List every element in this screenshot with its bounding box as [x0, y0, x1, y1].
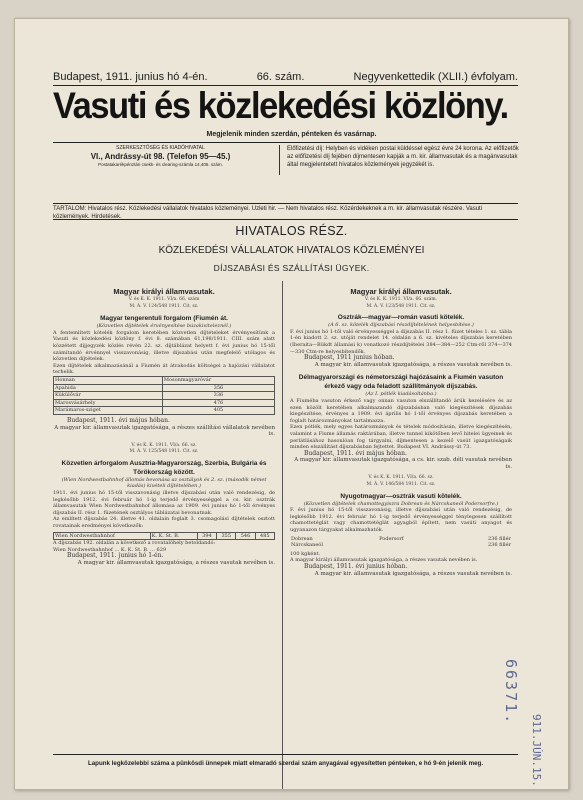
article-subheading: Magyar tengerentuli forgalom (Fiumén át.	[100, 315, 228, 323]
table-cell: Dobrean	[291, 535, 313, 542]
article-paragraph: 1911. évi junius hó 15-től visszavonásig illetve díjszabási után való rendezésig, de legkésőbb 1912. évi február hó 1-ig terjedő érvényességgel a cs. kir. osztrák államvasutak Wien Nordwestbahnhof állomása az 1909. évi junius hó 1-től érvényes díjszabás II. rész 1. füzetének osztályos táblázatai bevonatnak.	[53, 490, 275, 516]
reference-number: M. Á. V. 123/548 1911. Cit. sz.	[366, 303, 436, 309]
left-column	[53, 283, 275, 567]
article-paragraph: A fentemlített kötelék forgalom keretében közvetlen díjtételeket érvényesítünk a Vasuti és közlekedési közlöny f. évi 8. számában 61,198/1911. CIII. szám alatt közzétett díjjegyzék közlés révén 22. sz. díjtáblázat helyett f. évi junius hó 15-től számítandó érvénnyel visszavonásig, illetve díjszabási után megfelelő utólagos és közvetlen díjtételek.	[53, 329, 275, 363]
table-cell: 236 fillér	[487, 542, 511, 549]
article-date: Budapest, 1911. junius hó 1-én.	[67, 552, 164, 560]
masthead-bottom-rule	[53, 203, 518, 204]
office-address: VI., Andrássy-út 98. (Telefon 95—45.)	[90, 152, 231, 161]
reference-number: V. és K. K. 1911. VI/a. 66. sz.	[368, 475, 434, 481]
table-cell: 546	[236, 532, 255, 540]
article-note: (Wien Nordwestbahnhof állomás bevonása az osztályok és 2. sz. (második német kiadás) kivételi díjtételében.)	[61, 476, 267, 490]
table-cell: Nárcskaneól	[291, 542, 323, 549]
footer-rule	[53, 754, 518, 755]
column-divider	[282, 281, 283, 789]
article-note: (Közvetlen díjtételek érvényesítése búzakiviteleznél.)	[96, 323, 232, 330]
table-of-contents: TARTALOM: Hivatalos rész. Közlekedési vállalatok hivatalos közleményei. Uzleti hir. — Nem hivatalos rész. Közérdekeknek a m. kir. államvasutak részére. Vasuti közlemények. Hirdetések.	[53, 206, 483, 220]
table-header: Mosonmagyaróvár	[162, 376, 274, 384]
article-paragraph: Ezen pótlék, mely egyes határozmányok és tételek módosításán, illetve kiegészítésén, valamint a Fiume államás raktárában, illetve tunnel kikötőben levő hitelei ügyeinek és perlátlásához hasonlóan fog tárgyalni, díjmentesen a kezelő vasút igazgatóságaik minden elszállítást díjszabásban fejtettet. Budapest VI. Andrássy-út 73.	[290, 424, 512, 451]
article-date: Budapest, 1911 junius hóban.	[304, 354, 395, 362]
article-subheading: Osztrák—magyar—román vasuti kötelék.	[337, 314, 465, 322]
table-header: Honnan	[54, 376, 163, 384]
newspaper-page	[14, 18, 569, 790]
article-paragraph: Wien Nordwestbahnhof ... K. K. St. B. ... 629	[53, 546, 167, 553]
library-date-stamp: 911.JÚN.15.	[530, 714, 543, 787]
article-note: (Közvetlen díjtételek chamottegyiszra Dobrean és Nárcskaneól Podersorfre.)	[303, 500, 499, 507]
publisher-address-block	[53, 145, 268, 167]
table-cell: K. K. St. B.	[150, 532, 197, 540]
table-cell: 476	[162, 399, 274, 407]
article-heading: Magyar királyi államvasutak.	[350, 287, 452, 296]
table-cell: Wien Nordwestbahnhof	[54, 532, 151, 540]
date-line: Budapest, 1911. junius hó 4-én.	[53, 71, 208, 83]
article-paragraph: Az említett díjszabás 24. illetve 41. oldalain foglalt 3. csomagolási díjtételek osztott rovatainak eredményei következők:	[53, 516, 275, 530]
reference-number: V. és K. K. 1911. VI/a. 66. szám.	[364, 297, 438, 302]
section-subtitle: KÖZLEKEDÉSI VÁLLALATOK HIVATALOS KÖZLEMÉNYEI	[158, 245, 425, 256]
table-cell: Podersorf	[379, 535, 404, 542]
article-subheading: Nyugotmagyar—osztrák vasuti kötelék.	[340, 492, 462, 500]
issue-number: 66. szám.	[256, 71, 305, 83]
reference-number: M. Á. V. 146/584 1911. Cit. sz.	[366, 482, 436, 488]
toc-rule	[53, 219, 518, 220]
article-heading: Magyar királyi államvasutak.	[113, 287, 215, 296]
article-signature: A magyar kir. államvasutak igazgatósága, a cs. kir. szab. déli vasutak nevében is.	[294, 457, 512, 470]
right-column	[290, 283, 512, 577]
article-paragraph: A díjszabás 192. oldalán a következő a rovatalóhely betoldandó:	[53, 540, 216, 547]
article-signature: A magyar kir. államvasutak igazgatósága, a részes vasutak nevében is.	[314, 570, 512, 577]
article-signature: A magyar kir. államvasutak igazgatósága, a részes vasutak nevében is.	[314, 361, 512, 368]
table-cell: 336	[162, 392, 274, 400]
subscription-info: Előfizetési díj: Helyben és vidéken postai küldéssel egész évre 24 korona. Az előfizetők az előfizetési díj fejében díjmentesen kapják a m. kir. államvasutak és a magánvasutak által megjelentetett hivatalos közlemények jegyzékét is.	[287, 146, 519, 168]
postal-account: Postatakarékpénztári csekk- és clearing-számla 14,405. szám.	[98, 162, 223, 167]
article-date: Budapest, 1911. évi május hóban.	[67, 416, 170, 424]
article-paragraph: F. évi junius hó 15-től visszavonásig, illetve díjszabási után való rendezésig, de legkésőbb 1912. évi február hó 1-ig terjedő érvényességgel ténylegesen szállított chamottetéglát vagy chamottetéglát agyagból épített, nem vasúti anyagot és ugyanazon tárgyakat alkalmazhatók.	[290, 507, 512, 534]
article-paragraph: Ezen díjtételek alkalmazásánál a Fiumén át átrakodás költségei a hajózási vállalatot terhelik.	[53, 362, 275, 376]
masthead-mid-rule	[53, 142, 518, 143]
reference-number: V. és K. K. 1911. VI/a. 66. sz.	[131, 442, 197, 448]
volume-line: Negyvenkettedik (XLII.) évfolyam.	[353, 71, 518, 83]
article-subheading: Délmagyarországi és németországi hajózásaink a Fiumén vasuton érkező vagy oda feladott szállítmányok díjszabás.	[298, 374, 504, 391]
section-title: HIVATALOS RÉSZ.	[235, 224, 348, 238]
table-cell: 405	[162, 407, 274, 415]
table-cell: 394	[197, 532, 216, 540]
article-subheading: Közvetlen árforgalom Ausztria-Magyarország, Szerbia, Bulgária és Törökország között.	[61, 459, 267, 476]
tariff-table	[53, 376, 275, 415]
newspaper-subtitle: Megjelenik minden szerdán, pénteken és vasárnap.	[206, 131, 377, 138]
article-paragraph: F. évi junius hó 1-től való érvényességgel a díjszabás II. rész 1. füzet tételes 1. sz. tábla 1-én kiadott 2. sz. utóját rendelet 14. oldalán a 6. sz. kivételes díjszabás keretében (Iberaita—Bükdt államási k) vonatkozó részdíjtételei 384—384—252 Ctm-ről 374—374—330 Ctm-re helyesbítendők.	[290, 328, 512, 355]
section-subsubtitle: DÍJSZABÁSI ÉS SZÁLLÍTÁSI ÜGYEK.	[213, 263, 370, 273]
table-cell: Marosvásárhely	[54, 399, 163, 407]
footer-notice: Lapunk legközelebbi száma a pünkösdi ünnepek miatt elmaradó szerdai szám anyagával egyesítetten pénteken, e hó 9-én jelenik meg.	[87, 760, 484, 767]
station-rate-table	[290, 536, 512, 549]
masthead-info-line	[53, 71, 518, 83]
table-cell: 236 fillér	[487, 535, 511, 542]
office-label: SZERKESZTŐSÉG ÉS KIADÓHIVATAL	[116, 145, 205, 151]
table-cell: Marámaros-sziget	[54, 407, 163, 415]
masthead-divider	[279, 145, 280, 175]
article-date: Budapest, 1911. évi junius hóban.	[304, 563, 408, 570]
reference-number: V. és K. K. 1911. VI/a. 66. szám	[128, 297, 200, 302]
newspaper-title: Vasuti és közlekedési közlöny.	[53, 85, 508, 126]
article-paragraph: A Fiuméba vasuton érkező vagy onnan vasuton elszállítandó árúk kezelésére és az ezen közölt keretében alkalmazandó díjszabásban való kiegészítések díjszabás kiegészítése, érvényes a 1909. évi április hó 1-től érvényes díjszabás keretében a foglalt határozmányokat tartalmazza.	[290, 397, 512, 424]
article-date: Budapest, 1911. évi május hóban.	[304, 449, 407, 457]
table-cell: Kükülővár	[54, 392, 163, 400]
table-cell: 485	[255, 532, 274, 540]
article-paragraph: A magyar királyi államvasutak igazgatósága, a részes vasutak nevében is.	[290, 557, 478, 564]
article-note: (A 6. sz. kötelék díjszabási részdíjtételének helyesbítése.)	[328, 322, 474, 329]
unit-label: 100 kgként.	[290, 550, 321, 557]
article-signature: A magyar kir. államvasutak igazgatósága, a részes vasutak nevében is.	[77, 560, 275, 566]
reference-number: M. Á. V. 125/548 1911. Cit. sz.	[129, 449, 199, 455]
article-signature: A magyar kir. államvasutak igazgatósága, a részes szállítási vállalatok nevében is.	[54, 424, 275, 438]
reference-number: M. Á. V. 124/548 1911. Cit. sz.	[129, 303, 199, 309]
library-stamp: 66371.	[502, 659, 520, 726]
tariff-table	[53, 532, 275, 541]
article-note: (Az I. pótlék kiadásoltánba.)	[365, 391, 437, 398]
table-cell: 355	[217, 532, 236, 540]
table-cell: 356	[162, 384, 274, 392]
table-cell: Apahida	[54, 384, 163, 392]
